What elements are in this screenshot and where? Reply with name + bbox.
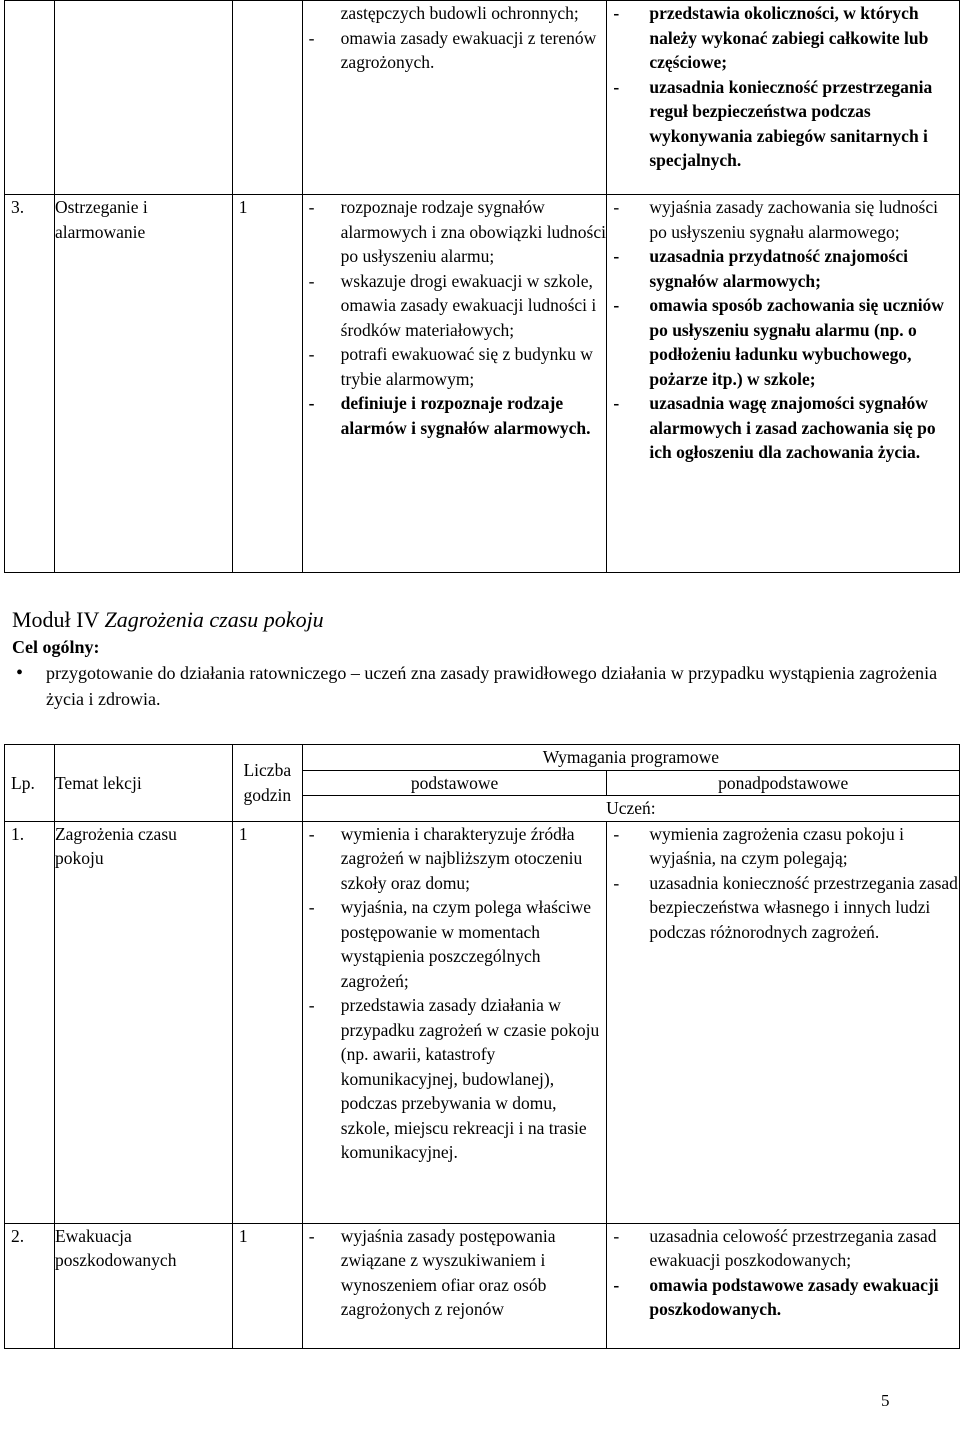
list-item: - uzasadnia wagę znajomości sygnałów alarmowych i zasad zachowania się po ich ogłoszeniu dla zachowania życia. [607, 391, 959, 465]
basic-requirements-cell [302, 821, 607, 1223]
lesson-number: 2. [5, 1223, 55, 1348]
requirements-table [4, 744, 960, 1349]
list-item: - wymienia i charakteryzuje źródła zagrożeń w najbliższym otoczeniu szkoły oraz domu; [303, 822, 607, 896]
table-row [5, 1223, 960, 1348]
goal-item: • przygotowanie do działania ratowniczego – uczeń zna zasady prawidłowego działania w przypadku wystąpienia zagrożenia życia i zdrowia. [12, 660, 952, 712]
header-row [5, 745, 960, 771]
module-prefix: Moduł IV [12, 607, 99, 632]
header-requirements: Wymagania programowe [302, 745, 959, 771]
header-hours: Liczba godzin [232, 745, 302, 822]
list-item: - wyjaśnia, na czym polega właściwe postępowanie w momentach wystąpienia poszczególnych zagrożeń; [303, 895, 607, 993]
lesson-topic: Ostrzeganie i alarmowanie [54, 195, 232, 573]
module-section [12, 606, 952, 712]
basic-requirements-cell [302, 1, 607, 195]
basic-tail-text: zastępczych budowli ochronnych; [340, 3, 579, 23]
list-item: - wyjaśnia zasady postępowania związane z wyszukiwaniem i wynoszeniem ofiar oraz osób zagrożonych z rejonów [303, 1224, 607, 1322]
lesson-hours: 1 [232, 1223, 302, 1348]
lesson-topic: Zagrożenia czasu pokoju [54, 821, 232, 1223]
list-item: - uzasadnia konieczność przestrzegania zasad bezpieczeństwa własnego i innych ludzi podczas różnorodnych zagrożeń. [607, 871, 959, 945]
list-item: - uzasadnia konieczność przestrzegania reguł bezpieczeństwa podczas wykonywania zabiegów sanitarnych i specjalnych. [607, 75, 959, 173]
list-item: - uzasadnia celowość przestrzegania zasad ewakuacji poszkodowanych; [607, 1224, 959, 1273]
list-item: - rozpoznaje rodzaje sygnałów alarmowych i zna obowiązki ludności po usłyszeniu alarmu; [303, 195, 607, 269]
list-item: - przedstawia zasady działania w przypadku zagrożeń w czasie pokoju (np. awarii, katastrofy komunikacyjnej, budowlanej), podczas przebywania w domu, szkole, miejscu rekreacji i na trasie komunikacyjnej. [303, 993, 607, 1165]
list-item: - wskazuje drogi ewakuacji w szkole, omawia zasady ewakuacji ludności i środków materiałowych; [303, 269, 607, 343]
lesson-number: 1. [5, 821, 55, 1223]
table-row-continuation [5, 1, 960, 195]
header-basic: podstawowe [302, 770, 607, 796]
goal-label: Cel ogólny: [12, 637, 100, 657]
list-item: - wymienia zagrożenia czasu pokoju i wyjaśnia, na czym polegają; [607, 822, 959, 871]
table-row [5, 195, 960, 573]
header-lp: Lp. [5, 745, 55, 822]
header-student: Uczeń: [302, 796, 959, 822]
advanced-requirements-cell [607, 821, 960, 1223]
lesson-number: 3. [5, 195, 55, 573]
list-item: - wyjaśnia zasady zachowania się ludności po usłyszeniu sygnału alarmowego; [607, 195, 959, 244]
basic-requirements-cell [302, 195, 607, 573]
goal-list [12, 660, 952, 712]
basic-requirements-cell [302, 1223, 607, 1348]
advanced-requirements-cell [607, 195, 960, 573]
module-title [12, 606, 952, 634]
list-item: - uzasadnia przydatność znajomości sygnałów alarmowych; [607, 244, 959, 293]
page-number: 5 [881, 1391, 890, 1410]
list-item: - potrafi ewakuować się z budynku w trybie alarmowym; [303, 342, 607, 391]
advanced-requirements-cell [607, 1, 960, 195]
list-item: - omawia sposób zachowania się uczniów po usłyszeniu sygnału alarmu (np. o podłożeniu ładunku wybuchowego, pożarze itp.) w szkole; [607, 293, 959, 391]
module-name: Zagrożenia czasu pokoju [104, 607, 324, 632]
list-item: - omawia podstawowe zasady ewakuacji poszkodowanych. [607, 1273, 959, 1322]
list-item: - definiuje i rozpoznaje rodzaje alarmów i sygnałów alarmowych. [303, 391, 607, 440]
header-topic: Temat lekcji [54, 745, 232, 822]
lesson-hours: 1 [232, 195, 302, 573]
lesson-topic: Ewakuacja poszkodowanych [54, 1223, 232, 1348]
advanced-requirements-cell [607, 1223, 960, 1348]
list-item: - omawia zasady ewakuacji z terenów zagrożonych. [303, 26, 607, 75]
header-advanced: ponadpodstawowe [607, 770, 960, 796]
table-row [5, 821, 960, 1223]
requirements-table-continued [4, 0, 960, 573]
list-item: - przedstawia okoliczności, w których należy wykonać zabiegi całkowite lub częściowe; [607, 1, 959, 75]
lesson-hours: 1 [232, 821, 302, 1223]
